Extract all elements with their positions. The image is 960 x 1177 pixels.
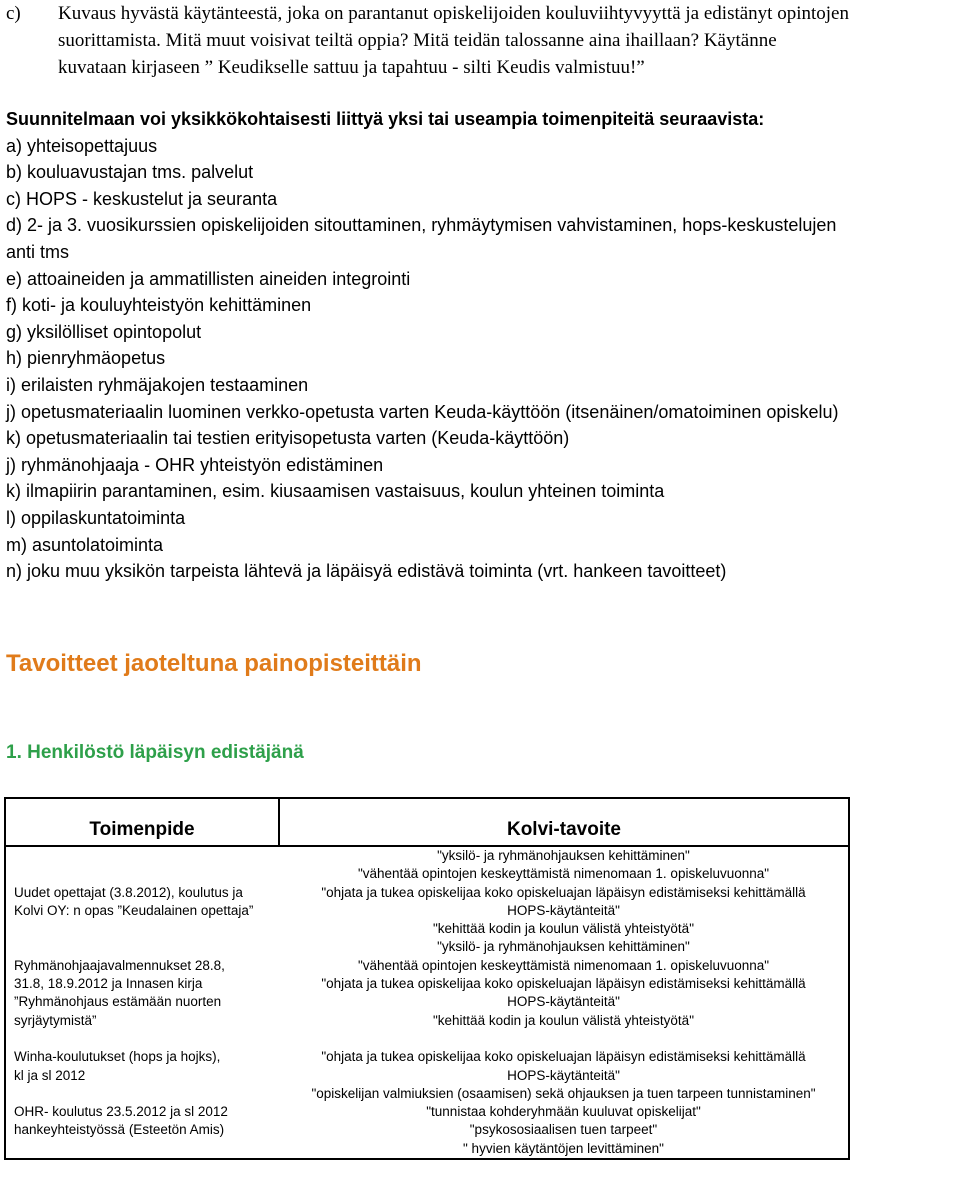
cell-line: "vähentää opintojen keskeyttämistä nimenomaan 1. opiskeluvuonna" bbox=[357, 866, 770, 882]
cell-line: "opiskelijan valmiuksien (osaamisen) sekä ohjauksen ja tuen tarpeen tunnistaminen" bbox=[311, 1085, 816, 1101]
cell-line bbox=[14, 847, 273, 865]
header-measure: Toimenpide bbox=[5, 798, 279, 846]
cell-line: Ryhmänohjaajavalmennukset 28.8, bbox=[14, 957, 225, 973]
measure-item: k) opetusmateriaalin tai testien erityisopetusta varten (Keuda-käyttöön) bbox=[6, 428, 570, 449]
table-row bbox=[5, 846, 849, 938]
intro-line-3: kuvataan kirjaseen ” Keudikselle sattuu ja tapahtuu - silti Keudis valmistuu!” bbox=[58, 57, 645, 78]
measure-item: h) pienryhmäopetus bbox=[6, 348, 166, 369]
table-row bbox=[5, 1085, 849, 1159]
cell-line: ”Ryhmänohjaus estämään nuorten bbox=[14, 994, 222, 1010]
goal-cell bbox=[279, 846, 849, 938]
goal-cell bbox=[279, 1085, 849, 1159]
measure-item: l) oppilaskuntatoiminta bbox=[6, 507, 186, 528]
cell-line: "kehittää kodin ja koulun välistä yhteistyötä" bbox=[433, 921, 694, 937]
cell-line: HOPS-käytänteitä" bbox=[507, 1067, 620, 1083]
cell-line bbox=[279, 1030, 848, 1048]
cell-line: OHR- koulutus 23.5.2012 ja sl 2012 bbox=[14, 1104, 228, 1120]
header-goal: Kolvi-tavoite bbox=[279, 798, 849, 846]
intro-label: c) bbox=[6, 3, 21, 24]
measure-item: g) yksilölliset opintopolut bbox=[6, 321, 202, 342]
table-header-row bbox=[5, 798, 849, 846]
measures-list bbox=[6, 106, 956, 585]
cell-line: "ohjata ja tukea opiskelijaa koko opiskeluajan läpäisyn edistämiseksi kehittämällä bbox=[321, 1049, 806, 1065]
intro-line-2: suorittamista. Mitä muut voisivat teiltä oppia? Mitä teidän talossanne aina ihaillaan? Käytänne bbox=[58, 30, 777, 51]
cell-line: HOPS-käytänteitä" bbox=[507, 902, 620, 918]
goal-cell bbox=[279, 1030, 849, 1085]
cell-line: HOPS-käytänteitä" bbox=[507, 994, 620, 1010]
measure-cell bbox=[5, 846, 279, 938]
cell-line: Winha-koulutukset (hops ja hojks), bbox=[14, 1049, 221, 1065]
measure-item: b) kouluavustajan tms. palvelut bbox=[6, 162, 254, 183]
measures-heading: Suunnitelmaan voi yksikkökohtaisesti liittyä yksi tai useampia toimenpiteitä seuraavista: bbox=[6, 109, 765, 129]
goals-table bbox=[4, 797, 850, 1160]
measure-item: anti tms bbox=[6, 241, 70, 262]
intro-paragraph bbox=[6, 0, 956, 81]
cell-line: "tunnistaa kohderyhmään kuuluvat opiskelijat" bbox=[426, 1104, 701, 1120]
cell-line bbox=[14, 1030, 273, 1048]
section-title: Tavoitteet jaoteltuna painopisteittäin bbox=[6, 650, 422, 677]
measure-item: i) erilaisten ryhmäjakojen testaaminen bbox=[6, 374, 309, 395]
cell-line: "ohjata ja tukea opiskelijaa koko opiskeluajan läpäisyn edistämiseksi kehittämällä bbox=[321, 976, 806, 992]
cell-line bbox=[14, 938, 273, 956]
cell-line: Kolvi OY: n opas ”Keudalainen opettaja” bbox=[14, 902, 254, 918]
cell-line: Uudet opettajat (3.8.2012), koulutus ja bbox=[14, 884, 243, 900]
cell-line: "ohjata ja tukea opiskelijaa koko opiskeluajan läpäisyn edistämiseksi kehittämällä bbox=[321, 884, 806, 900]
measure-item: c) HOPS - keskustelut ja seuranta bbox=[6, 188, 278, 209]
cell-line bbox=[14, 865, 273, 883]
cell-line: hankeyhteistyössä (Esteetön Amis) bbox=[14, 1122, 225, 1138]
measure-item: e) attoaineiden ja ammatillisten aineiden integrointi bbox=[6, 268, 411, 289]
measure-cell bbox=[5, 1030, 279, 1085]
measure-item: j) opetusmateriaalin luominen verkko-opetusta varten Keuda-käyttöön (itsenäinen/omatoiminen opiskelu) bbox=[6, 401, 839, 422]
measure-item: j) ryhmänohjaaja - OHR yhteistyön edistäminen bbox=[6, 454, 384, 475]
measure-item: m) asuntolatoiminta bbox=[6, 534, 164, 555]
measure-item: f) koti- ja kouluyhteistyön kehittäminen bbox=[6, 295, 312, 316]
cell-line: 31.8, 18.9.2012 ja Innasen kirja bbox=[14, 976, 203, 992]
cell-line: "yksilö- ja ryhmänohjauksen kehittäminen" bbox=[437, 939, 690, 955]
intro-line-1: Kuvaus hyvästä käytänteestä, joka on parantanut opiskelijoiden kouluviihtyvyyttä ja edistänyt opintojen bbox=[58, 3, 849, 24]
goal-cell bbox=[279, 938, 849, 1029]
cell-line: " hyvien käytäntöjen levittäminen" bbox=[463, 1140, 664, 1156]
table-row bbox=[5, 1030, 849, 1085]
cell-line: syrjäytymistä” bbox=[14, 1012, 97, 1028]
sub-title: 1. Henkilöstö läpäisyn edistäjänä bbox=[6, 742, 304, 763]
cell-line bbox=[14, 1085, 273, 1103]
measure-cell bbox=[5, 938, 279, 1029]
measure-cell bbox=[5, 1085, 279, 1159]
cell-line: kl ja sl 2012 bbox=[14, 1067, 86, 1083]
cell-line: "psykososiaalisen tuen tarpeet" bbox=[469, 1122, 658, 1138]
cell-line: "kehittää kodin ja koulun välistä yhteistyötä" bbox=[433, 1012, 694, 1028]
measure-item: a) yhteisopettajuus bbox=[6, 135, 158, 156]
table-row bbox=[5, 938, 849, 1029]
measure-item: d) 2- ja 3. vuosikurssien opiskelijoiden sitouttaminen, ryhmäytymisen vahvistaminen, hops-keskustelujen bbox=[6, 215, 837, 236]
cell-line: "yksilö- ja ryhmänohjauksen kehittäminen" bbox=[437, 848, 690, 863]
measure-item: k) ilmapiirin parantaminen, esim. kiusaamisen vastaisuus, koulun yhteinen toiminta bbox=[6, 481, 665, 502]
measure-item: n) joku muu yksikön tarpeista lähtevä ja läpäisyä edistävä toiminta (vrt. hankeen tavoitteet) bbox=[6, 561, 727, 582]
cell-line: "vähentää opintojen keskeyttämistä nimenomaan 1. opiskeluvuonna" bbox=[357, 957, 770, 973]
